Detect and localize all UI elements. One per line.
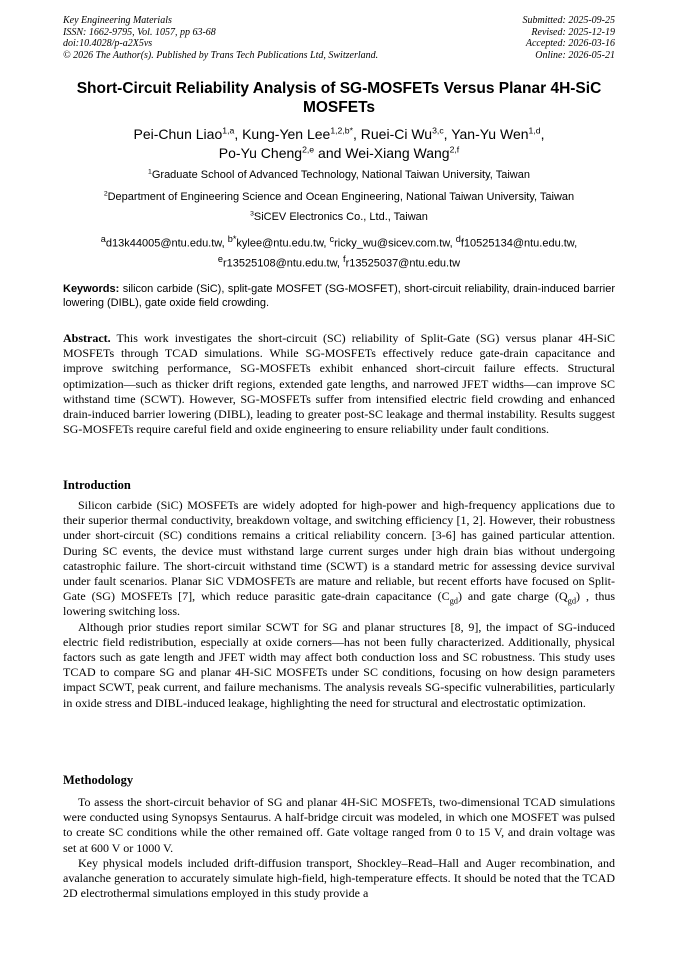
paragraph: Key physical models included drift-diffusion transport, Shockley–Read–Hall and Auger recombination, and avalanche generation to accurately simulate high-field, high-temperature effects. It should be noted that the TCAD 2D electrothermal simulations employed in this study provide a: [63, 855, 615, 901]
paragraph-text: ) , thus lowering switching loss.: [63, 589, 615, 619]
author-name: Wei-Xiang Wang: [345, 145, 450, 161]
journal-name: Key Engineering Materials: [63, 15, 172, 26]
journal-doi: doi:10.4028/p-a2X5vs: [63, 38, 153, 49]
keywords-label: Keywords:: [63, 283, 120, 295]
email-mark: c: [329, 234, 335, 244]
email-address[interactable]: ricky_wu@sicev.com.tw,: [334, 237, 453, 250]
dates-info: [523, 15, 616, 61]
abstract-section: [63, 331, 615, 437]
author-affil-mark: 3,c: [432, 125, 444, 136]
abstract-label: Abstract.: [63, 331, 111, 345]
affiliation-mark: 3: [250, 210, 254, 218]
date-online: Online: 2026-05-21: [535, 49, 615, 61]
journal-issn: ISSN: 1662-9795, Vol. 1057, pp 63-68: [63, 26, 216, 38]
affiliation-1: [40, 168, 638, 182]
email-mark: d: [455, 234, 461, 244]
abstract-text: This work investigates the short-circuit (SC) reliability of Split-Gate (SG) versus planar 4H-SiC MOSFETs through TCAD simulations. While SG-MOSFETs effectively reduce gate-drain capacitance and improve switching performance, SG-MOSFETs exhibit enhanced short-circuit failure effects. Structural optimization—such as thicker drift regions, extended gate lengths, and narrowed JFET widths—can improve SC withstand time (SCWT). However, SG-MOSFETs suffer from intensified electric field crowding and enhanced drain-induced barrier lowering (DIBL), leading to greater post-SC leakage and thermal instability. Results suggest SG-MOSFETs require careful field and oxide engineering to ensure reliability under fault conditions.: [63, 331, 615, 437]
email-address[interactable]: r13525037@ntu.edu.tw: [345, 257, 461, 270]
author-conjunction: and: [318, 145, 342, 161]
affiliation-3: [40, 210, 638, 224]
introduction-heading: Introduction: [63, 478, 131, 492]
paragraph-text: Silicon carbide (SiC) MOSFETs are widely adopted for high-power and high-frequency applications due to their superior thermal conductivity, breakdown voltage, and switching efficiency [1, 2]. However, their robustness under short-circuit (SC) conditions remains a critical reliability concern. [3-6] has gained particular attention. During SC events, the device must withstand large current surges under high drain bias without undergoing catastrophic failure. The short-circuit withstand time (SCWT) is a standard metric for assessing device survival under fault scenarios. Planar SiC VDMOSFETs are mature and reliable, but recent efforts have focused on Split-Gate (SG) MOSFETs [7], which reduce parasitic gate-drain capacitance (C: [63, 498, 615, 604]
author-name: Kung-Yen Lee: [242, 126, 331, 142]
author-affil-mark: 2,e: [302, 144, 315, 155]
author-name: Yan-Yu Wen: [451, 126, 529, 142]
date-accepted: Accepted: 2026-03-16: [525, 38, 615, 49]
abstract-paragraph: [63, 331, 615, 437]
paragraph: To assess the short-circuit behavior of SG and planar 4H-SiC MOSFETs, two-dimensional TCAD simulations were conducted using Synopsys Sentaurus. A half-bridge circuit was modeled, in which one MOSFET was pulsed to create SC conditions while the other remained off. Gate voltage ranged from 0 to 15 V, and drain voltage was set at 600 V or 1000 V.: [63, 795, 615, 855]
affiliation-2: [40, 190, 638, 204]
author-affil-mark: 1,d: [528, 125, 541, 136]
author-affil-mark: 1,2,b*: [330, 125, 353, 136]
paragraph-text: ) and gate charge (Q: [457, 589, 568, 604]
author-name: Pei-Chun Liao: [133, 126, 223, 142]
email-mark: b*: [227, 234, 237, 244]
email-address[interactable]: f10525134@ntu.edu.tw,: [460, 237, 578, 250]
paragraph: [63, 498, 615, 620]
date-revised: Revised: 2025-12-19: [531, 26, 615, 38]
email-mark: e: [217, 253, 223, 264]
introduction-body: [63, 498, 615, 711]
copyright-line: © 2026 The Author(s). Published by Trans Tech Publications Ltd, Switzerland.: [63, 49, 379, 61]
date-submitted: Submitted: 2025-09-25: [522, 15, 615, 26]
keywords-section: [63, 282, 615, 310]
author-list: Pei-Chun Liao$^{1,a}$, Kung-Yen Lee$^{1,2,b*}$, Ruei-Ci Wu$^{3,c}$, Yan-Yu Wen$^{1,d}$, Po-Yu Cheng$^{2,e}$ and Wei-Xiang Wang$^{2,f}$: [133, 125, 545, 161]
paper-title: Short-Circuit Reliability Analysis of SG-MOSFETs Versus Planar 4H-SiC MOSFETs: [76, 80, 602, 116]
email-list: [40, 232, 638, 271]
author-name: Ruei-Ci Wu: [360, 126, 433, 142]
paragraph: Although prior studies report similar SCWT for SG and planar structures [8, 9], the impact of SG-induced electric field redistribution, especially at oxide corners—has not been fully characterized. Additionally, physical factors such as gate length and JFET width may affect both conduction loss and SC robustness. This study uses TCAD to compare SG and planar 4H-SiC MOSFETs under SC conditions, focusing on how design parameters impact SCWT, peak current, and failure mechanisms. The analysis reveals SG-specific vulnerabilities, particularly in oxide stress and DIBL-induced leakage, highlighting the need for structural and electrostatic optimization.: [63, 619, 615, 710]
author-affil-mark: 1,a: [222, 125, 235, 136]
methodology-heading: Methodology: [63, 773, 134, 787]
author-name: Po-Yu Cheng: [218, 145, 303, 161]
subscript: gd: [567, 596, 577, 606]
author-affil-mark: 2,f: [449, 144, 460, 155]
email-mark: f: [343, 253, 346, 264]
email-address[interactable]: d13k44005@ntu.edu.tw,: [105, 237, 225, 250]
affiliation-text: Department of Engineering Science and Ocean Engineering, National Taiwan University, Taiwan: [107, 191, 575, 203]
methodology-body: [63, 795, 615, 901]
affiliation-text: Graduate School of Advanced Technology, National Taiwan University, Taiwan: [151, 169, 530, 181]
affiliation-mark: 2: [103, 190, 108, 198]
journal-info: [63, 15, 378, 61]
subscript: gd: [449, 596, 458, 606]
email-address[interactable]: r13525108@ntu.edu.tw,: [222, 257, 340, 270]
email-address[interactable]: kylee@ntu.edu.tw,: [236, 237, 327, 250]
affiliation-text: SiCEV Electronics Co., Ltd., Taiwan: [253, 211, 428, 223]
email-mark: a: [100, 234, 106, 244]
keywords-text: silicon carbide (SiC), split-gate MOSFET (SG-MOSFET), short-circuit reliability, drain-induced barrier lowering (DIBL), gate oxide field crowding.: [63, 283, 615, 309]
affiliation-mark: 1: [148, 168, 152, 176]
